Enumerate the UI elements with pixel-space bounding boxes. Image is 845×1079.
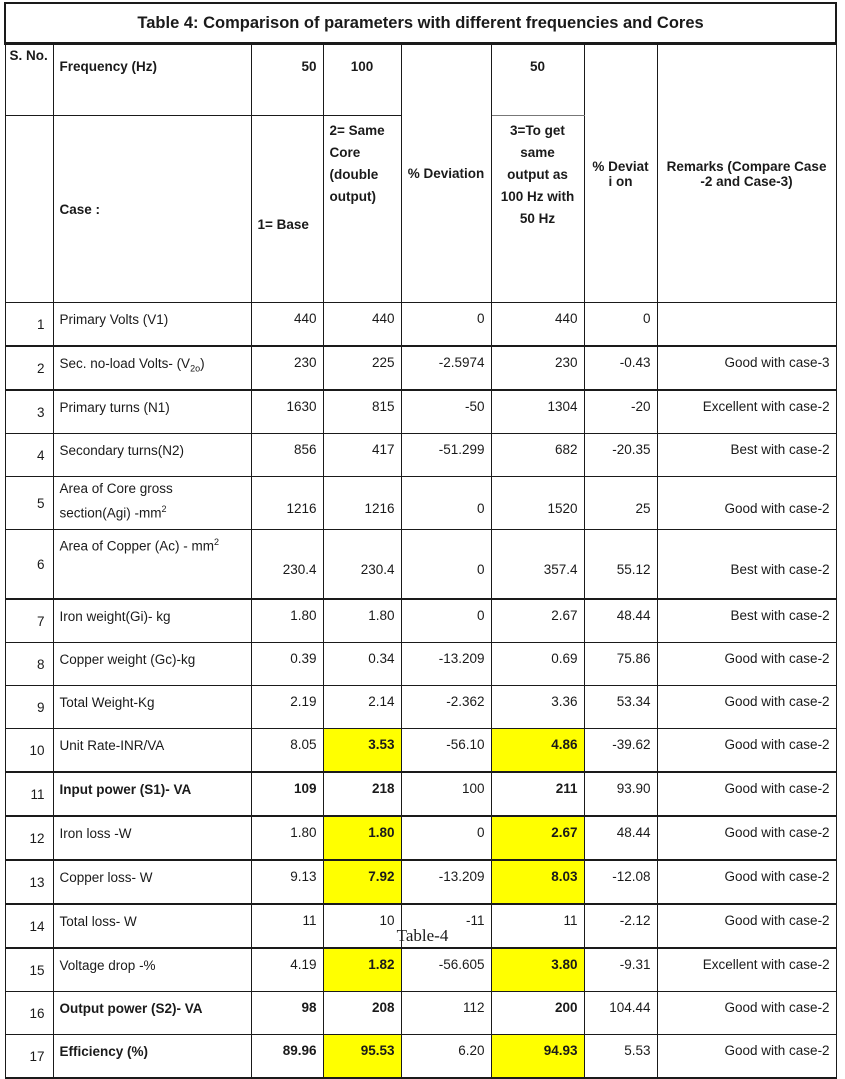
value-case1: 4.19	[251, 948, 323, 992]
comparison-table	[4, 2, 837, 1079]
parameter-label: Primary Volts (V1)	[59, 312, 169, 327]
header-case: Case :	[53, 116, 251, 303]
row-number: 4	[5, 434, 53, 477]
value-case2: 1.80	[323, 599, 401, 643]
value-case3: 357.4	[491, 530, 584, 600]
row-number: 2	[5, 346, 53, 390]
value-case3: 0.69	[491, 643, 584, 686]
parameter-name	[53, 816, 251, 860]
value-case3: 230	[491, 346, 584, 390]
parameter-label: Iron loss -W	[59, 826, 132, 841]
header-deviation-2: % Deviati on	[584, 44, 657, 303]
value-deviation2: 104.44	[584, 992, 657, 1035]
remark: Good with case-2	[657, 1035, 836, 1079]
value-case1: 856	[251, 434, 323, 477]
value-case1: 1.80	[251, 816, 323, 860]
parameter-label: Total Weight-Kg	[59, 695, 155, 710]
remark	[657, 303, 836, 347]
table-row	[5, 816, 836, 860]
table-row	[5, 599, 836, 643]
table-row	[5, 434, 836, 477]
value-deviation2: -9.31	[584, 948, 657, 992]
row-number: 3	[5, 390, 53, 434]
value-case2: 2.14	[323, 686, 401, 729]
value-deviation1: 0	[401, 303, 491, 347]
value-deviation1: 0	[401, 477, 491, 530]
parameter-label: Total loss- W	[59, 914, 137, 929]
table-row	[5, 643, 836, 686]
header-remarks: Remarks (Compare Case -2 and Case-3)	[657, 44, 836, 303]
value-deviation1: -13.209	[401, 860, 491, 904]
value-case1: 1216	[251, 477, 323, 530]
row-number: 17	[5, 1035, 53, 1079]
header-deviation-1: % Deviation	[401, 44, 491, 303]
parameter-label: Area of Copper (Ac) - mm	[59, 538, 215, 554]
table-row	[5, 772, 836, 816]
value-deviation1: 0	[401, 816, 491, 860]
remark: Excellent with case-2	[657, 948, 836, 992]
row-number: 7	[5, 599, 53, 643]
table-caption: Table-4	[396, 926, 449, 945]
parameter-name	[53, 390, 251, 434]
remark: Good with case-2	[657, 772, 836, 816]
value-case3: 8.03	[491, 860, 584, 904]
parameter-label: Unit Rate-INR/VA	[59, 738, 165, 753]
remark: Good with case-2	[657, 816, 836, 860]
value-deviation1: -51.299	[401, 434, 491, 477]
value-case2: 1.80	[323, 816, 401, 860]
row-number: 8	[5, 643, 53, 686]
value-case1: 8.05	[251, 729, 323, 773]
header-sno-blank	[5, 116, 53, 303]
value-deviation1: -2.5974	[401, 346, 491, 390]
value-case3: 2.67	[491, 599, 584, 643]
table-row	[5, 1035, 836, 1079]
parameter-name	[53, 346, 251, 390]
parameter-name	[53, 643, 251, 686]
parameter-label: Iron weight(Gi)- kg	[59, 609, 171, 624]
value-deviation2: 48.44	[584, 599, 657, 643]
value-case2: 815	[323, 390, 401, 434]
value-deviation2: 25	[584, 477, 657, 530]
row-number: 14	[5, 904, 53, 948]
value-case1: 109	[251, 772, 323, 816]
value-case1: 89.96	[251, 1035, 323, 1079]
table-row	[5, 729, 836, 773]
table-row	[5, 477, 836, 530]
table-row	[5, 530, 836, 600]
parameter-label: Copper weight (Gc)-kg	[59, 652, 196, 667]
value-case3: 682	[491, 434, 584, 477]
value-deviation1: 112	[401, 992, 491, 1035]
row-number: 1	[5, 303, 53, 347]
value-deviation2: -20	[584, 390, 657, 434]
value-case2: 10	[323, 904, 401, 948]
parameter-name	[53, 599, 251, 643]
row-number: 12	[5, 816, 53, 860]
remark: Best with case-2	[657, 434, 836, 477]
parameter-name	[53, 860, 251, 904]
parameter-superscript: 2	[161, 504, 167, 514]
value-deviation1: -11	[401, 904, 491, 948]
value-deviation1: -56.605	[401, 948, 491, 992]
table-title: Table 4: Comparison of parameters with different frequencies and Cores	[5, 3, 836, 44]
parameter-label: Secondary turns(N2)	[59, 443, 185, 458]
row-number: 10	[5, 729, 53, 773]
value-case1: 230.4	[251, 530, 323, 600]
remark: Best with case-2	[657, 530, 836, 600]
value-case2: 95.53	[323, 1035, 401, 1079]
value-deviation2: -2.12	[584, 904, 657, 948]
value-case2: 225	[323, 346, 401, 390]
value-case3: 94.93	[491, 1035, 584, 1079]
value-case1: 11	[251, 904, 323, 948]
parameter-label: Input power (S1)- VA	[59, 782, 192, 797]
parameter-subscript: 2o	[190, 363, 201, 374]
parameter-label: Efficiency (%)	[59, 1044, 149, 1059]
value-case1: 2.19	[251, 686, 323, 729]
header-freq-base: 50	[251, 44, 323, 116]
value-case3: 200	[491, 992, 584, 1035]
value-deviation2: 5.53	[584, 1035, 657, 1079]
table-row	[5, 948, 836, 992]
value-case1: 0.39	[251, 643, 323, 686]
value-case3: 1520	[491, 477, 584, 530]
value-case1: 9.13	[251, 860, 323, 904]
parameter-suffix: )	[200, 356, 205, 371]
parameter-name	[53, 1035, 251, 1079]
header-freq-case3: 50	[491, 44, 584, 116]
value-case2: 0.34	[323, 643, 401, 686]
header-sno: S. No.	[5, 44, 53, 116]
remark: Good with case-2	[657, 643, 836, 686]
header-case2: 2= Same Core (double output)	[323, 116, 401, 303]
value-deviation2: 93.90	[584, 772, 657, 816]
value-case3: 4.86	[491, 729, 584, 773]
remark: Best with case-2	[657, 599, 836, 643]
value-case2: 230.4	[323, 530, 401, 600]
parameter-superscript: 2	[214, 537, 220, 547]
parameter-label: Primary turns (N1)	[59, 400, 170, 415]
value-deviation2: 75.86	[584, 643, 657, 686]
parameter-name	[53, 948, 251, 992]
row-number: 11	[5, 772, 53, 816]
value-deviation1: 0	[401, 530, 491, 600]
header-case3: 3=To get same output as 100 Hz with 50 Hz	[491, 116, 584, 303]
table-row	[5, 860, 836, 904]
value-deviation2: 0	[584, 303, 657, 347]
value-case3: 440	[491, 303, 584, 347]
value-case3: 2.67	[491, 816, 584, 860]
row-number: 13	[5, 860, 53, 904]
row-number: 16	[5, 992, 53, 1035]
parameter-name	[53, 303, 251, 347]
value-case3: 3.36	[491, 686, 584, 729]
value-case1: 1.80	[251, 599, 323, 643]
value-deviation1: 100	[401, 772, 491, 816]
remark: Good with case-2	[657, 904, 836, 948]
value-deviation1: 6.20	[401, 1035, 491, 1079]
value-case3: 3.80	[491, 948, 584, 992]
value-case1: 1630	[251, 390, 323, 434]
parameter-name	[53, 729, 251, 773]
value-deviation2: -12.08	[584, 860, 657, 904]
row-number: 6	[5, 530, 53, 600]
remark: Good with case-2	[657, 860, 836, 904]
value-case3: 211	[491, 772, 584, 816]
value-case1: 440	[251, 303, 323, 347]
value-case3: 11	[491, 904, 584, 948]
value-case1: 98	[251, 992, 323, 1035]
value-case2: 1.82	[323, 948, 401, 992]
value-case2: 208	[323, 992, 401, 1035]
parameter-label: Voltage drop -%	[59, 958, 156, 973]
value-deviation2: 53.34	[584, 686, 657, 729]
table-row	[5, 303, 836, 347]
header-case1: 1= Base	[251, 116, 323, 303]
parameter-label: Copper loss- W	[59, 870, 153, 885]
table-row	[5, 346, 836, 390]
value-deviation2: 55.12	[584, 530, 657, 600]
value-deviation2: -20.35	[584, 434, 657, 477]
remark: Good with case-2	[657, 686, 836, 729]
remark: Good with case-2	[657, 729, 836, 773]
row-number: 5	[5, 477, 53, 530]
parameter-label: Sec. no-load Volts- (V	[59, 356, 191, 371]
parameter-name	[53, 434, 251, 477]
value-case2: 7.92	[323, 860, 401, 904]
value-deviation1: -2.362	[401, 686, 491, 729]
value-case3: 1304	[491, 390, 584, 434]
value-case2: 1216	[323, 477, 401, 530]
parameter-label: Area of Core gross section(Agi) -mm	[59, 481, 173, 521]
table-row	[5, 686, 836, 729]
header-freq-case2: 100	[323, 44, 401, 116]
value-deviation1: -13.209	[401, 643, 491, 686]
value-deviation1: -56.10	[401, 729, 491, 773]
row-number: 9	[5, 686, 53, 729]
value-deviation2: 48.44	[584, 816, 657, 860]
value-case1: 230	[251, 346, 323, 390]
parameter-name	[53, 992, 251, 1035]
parameter-label: Output power (S2)- VA	[59, 1001, 203, 1016]
parameter-name	[53, 477, 251, 530]
value-case2: 218	[323, 772, 401, 816]
value-case2: 3.53	[323, 729, 401, 773]
value-deviation1: 0	[401, 599, 491, 643]
remark: Good with case-3	[657, 346, 836, 390]
parameter-name	[53, 530, 251, 600]
value-deviation2: -39.62	[584, 729, 657, 773]
remark: Good with case-2	[657, 477, 836, 530]
header-frequency: Frequency (Hz)	[53, 44, 251, 116]
value-deviation2: -0.43	[584, 346, 657, 390]
parameter-name	[53, 772, 251, 816]
table-row	[5, 390, 836, 434]
table-row	[5, 992, 836, 1035]
value-case2: 440	[323, 303, 401, 347]
row-number: 15	[5, 948, 53, 992]
parameter-name	[53, 686, 251, 729]
remark: Excellent with case-2	[657, 390, 836, 434]
value-case2: 417	[323, 434, 401, 477]
value-deviation1: -50	[401, 390, 491, 434]
remark: Good with case-2	[657, 992, 836, 1035]
